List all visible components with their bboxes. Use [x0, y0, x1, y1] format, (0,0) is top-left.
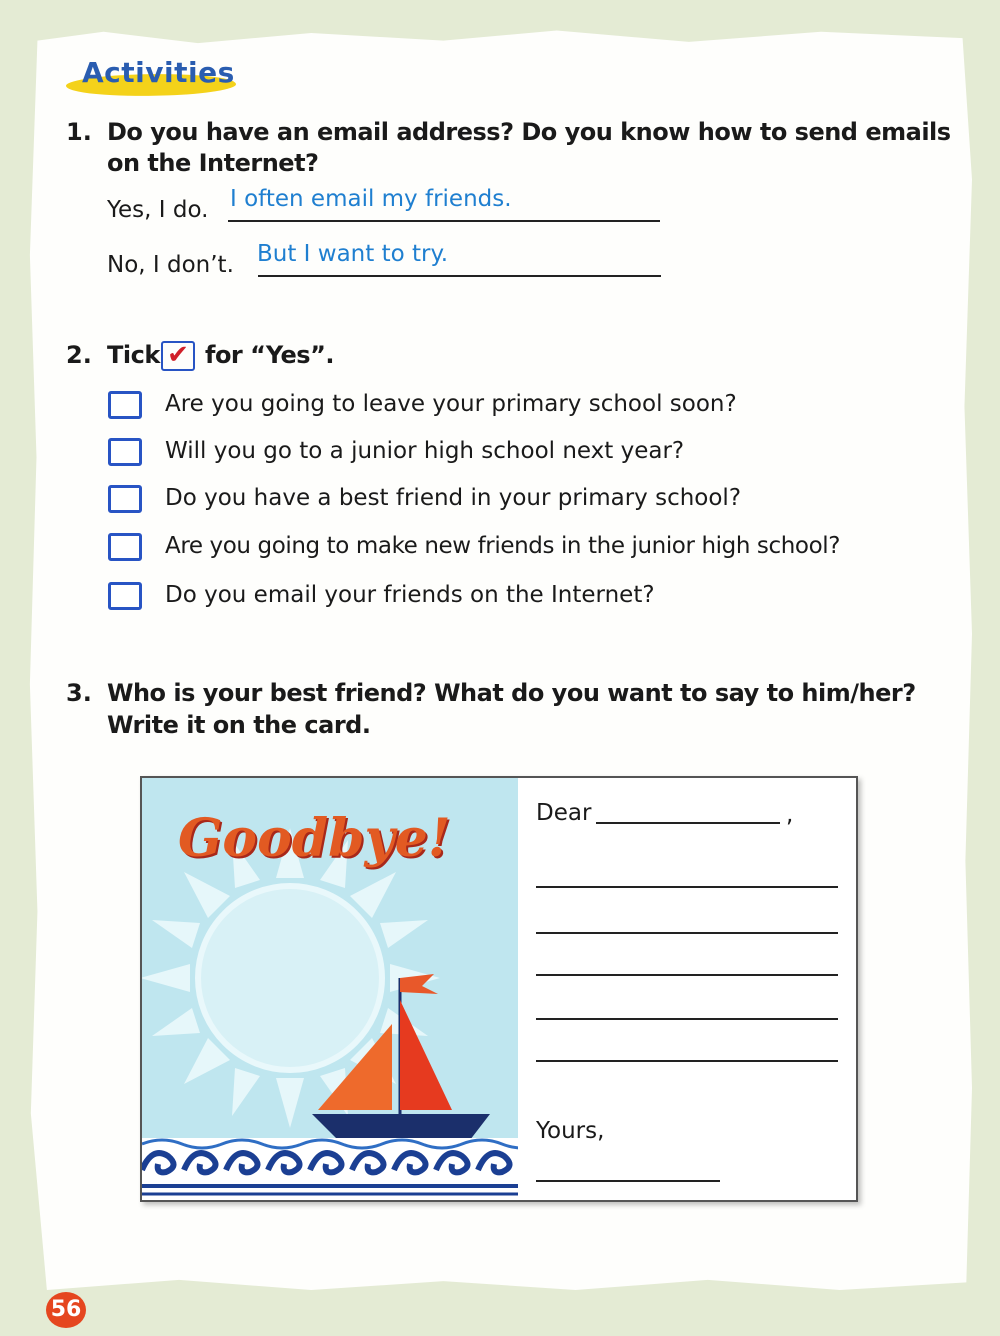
message-line-2[interactable]	[536, 932, 838, 934]
checkbox-1[interactable]	[108, 391, 142, 419]
no-label: No, I don’t.	[107, 252, 234, 278]
q2-text-after: for “Yes”.	[205, 341, 334, 369]
q3-number: 3.	[66, 679, 92, 707]
message-line-5[interactable]	[536, 1060, 838, 1062]
yes-label: Yes, I do.	[107, 197, 209, 223]
yours-label: Yours,	[536, 1118, 605, 1144]
checklist-item-1: Are you going to leave your primary school soon?	[165, 391, 737, 417]
yes-answer-line[interactable]	[228, 220, 660, 222]
dear-comma: ,	[786, 802, 794, 828]
dear-label: Dear	[536, 800, 592, 826]
checklist-item-5: Do you email your friends on the Internet?	[165, 582, 655, 608]
check-mark-icon: ✔	[167, 340, 189, 370]
yes-answer: I often email my friends.	[230, 186, 512, 212]
no-answer: But I want to try.	[257, 241, 449, 267]
message-line-3[interactable]	[536, 974, 838, 976]
goodbye-card	[140, 776, 858, 1202]
checkbox-4[interactable]	[108, 533, 142, 561]
no-answer-line[interactable]	[258, 275, 661, 277]
checkbox-5[interactable]	[108, 582, 142, 610]
checkbox-3[interactable]	[108, 485, 142, 513]
page-number: 56	[46, 1292, 86, 1328]
message-line-4[interactable]	[536, 1018, 838, 1020]
signature-line[interactable]	[536, 1180, 720, 1182]
q1-text-line1: Do you have an email address? Do you know how to send emails	[107, 118, 951, 146]
q2-text-before: Tick	[107, 341, 160, 369]
section-heading: Activities	[82, 56, 235, 89]
card-illustration	[142, 778, 518, 1200]
main-sail	[400, 1000, 452, 1110]
checklist-item-2: Will you go to a junior high school next year?	[165, 438, 685, 464]
q3-text-line2: Write it on the card.	[107, 711, 371, 739]
q1-number: 1.	[66, 118, 92, 146]
message-line-1[interactable]	[536, 886, 838, 888]
card-title: Goodbye!	[178, 808, 451, 869]
recipient-line[interactable]	[596, 822, 780, 824]
checkbox-2[interactable]	[108, 438, 142, 466]
checklist-item-4: Are you going to make new friends in the junior high school?	[165, 533, 841, 559]
q3-text-line1: Who is your best friend? What do you want to say to him/her?	[107, 679, 916, 707]
checklist-item-3: Do you have a best friend in your primary school?	[165, 485, 742, 511]
sun-icon	[142, 828, 440, 1128]
boat-hull	[312, 1114, 490, 1140]
q1-text-line2: on the Internet?	[107, 149, 319, 177]
q2-number: 2.	[66, 341, 92, 369]
tick-sample-box	[161, 341, 195, 371]
